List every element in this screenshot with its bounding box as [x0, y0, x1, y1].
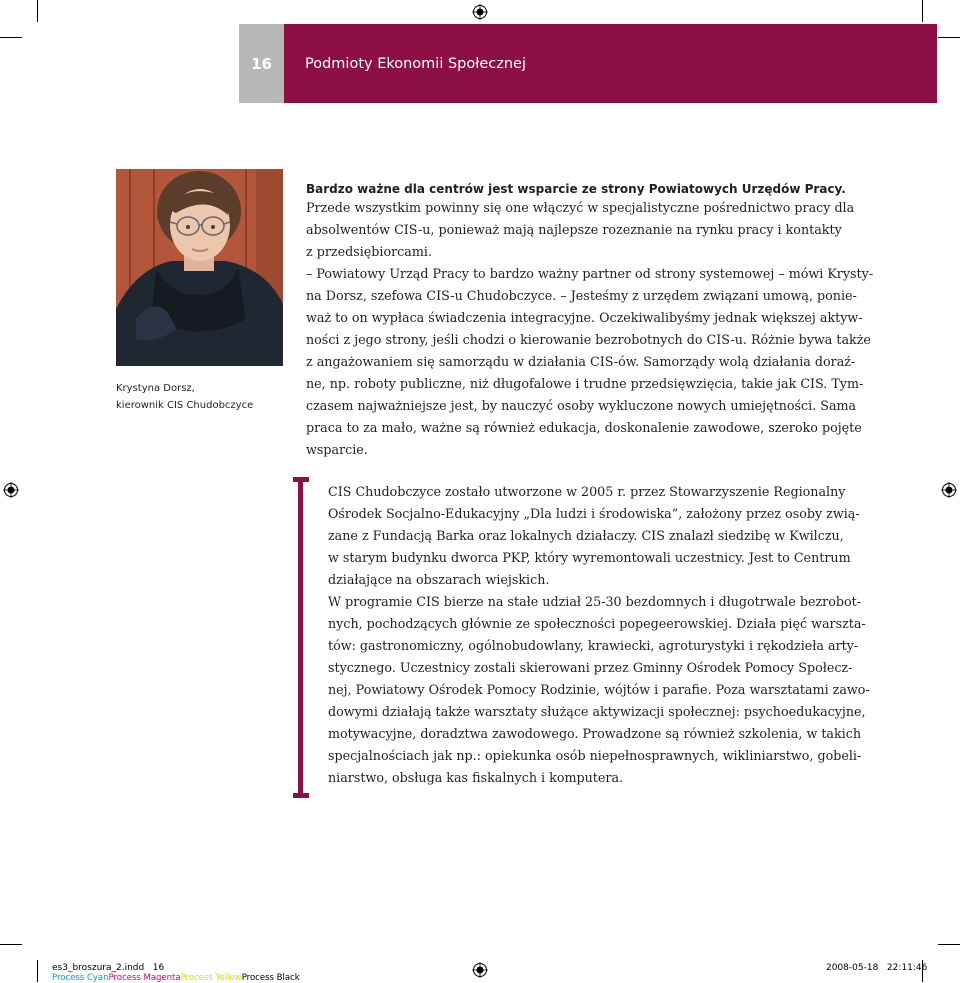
body-line: Przede wszystkim powinny się one włączyć w specjalistyczne pośrednictwo pracy dla — [306, 200, 855, 215]
separation-black: Process Black — [241, 973, 300, 983]
caption-line: Krystyna Dorsz, — [116, 383, 195, 394]
body-line: wsparcie. — [306, 442, 368, 457]
separation-cyan: Process Cyan — [52, 973, 109, 983]
article-lede: Bardzo ważne dla centrów jest wsparcie ze strony Powiatowych Urzędów Pracy. — [306, 182, 846, 196]
crop-mark — [938, 37, 960, 38]
crop-mark — [37, 0, 38, 22]
box-line: specjalnościach jak np.: opiekunka osób niepełnosprawnych, wikliniarstwo, gobeli- — [328, 748, 862, 763]
section-title: Podmioty Ekonomii Społecznej — [305, 55, 527, 72]
body-line: absolwentów CIS-u, ponieważ mają najlepsze rozeznanie na rynku pracy i kontakty — [306, 222, 842, 237]
box-line: stycznego. Uczestnicy zostali skierowani przez Gminny Ośrodek Pomocy Społecz- — [328, 660, 853, 675]
caption-line: kierownik CIS Chudobczyce — [116, 400, 254, 411]
box-line: motywacyjne, doradztwa zawodowego. Prowadzone są również szkolenia, w takich — [328, 726, 862, 741]
box-line: niarstwo, obsługa kas fiskalnych i komputera. — [328, 770, 624, 785]
box-line: zane z Fundacją Barka oraz lokalnych działaczy. CIS znalazł siedzibę w Kwilczu, — [328, 528, 844, 543]
body-line: czasem najważniejsze jest, by nauczyć osoby wykluczone nowych umiejętności. Sama — [306, 398, 857, 413]
registration-mark-icon — [472, 962, 488, 978]
body-line: praca to za mało, ważne są również edukacja, doskonalenie zawodowe, szeroko pojęte — [306, 420, 862, 435]
body-line: ności z jego strony, jeśli chodzi o kierowanie bezrobotnych do CIS-u. Różnie bywa także — [306, 332, 871, 347]
box-line: nych, pochodzących głównie ze społeczności popegeerowskiej. Działa pięć warszta- — [328, 616, 866, 631]
box-line: dowymi działają także warsztaty służące aktywizacji społecznej: psychoedukacyjne, — [328, 704, 866, 719]
registration-mark-icon — [941, 482, 957, 498]
box-line: Ośrodek Socjalno-Edukacyjny „Dla ludzi i środowiska”, założony przez osoby zwią- — [328, 506, 860, 521]
info-box-bar — [298, 477, 303, 797]
body-line: na Dorsz, szefowa CIS-u Chudobczyce. – Jesteśmy z urzędem związani umową, ponie- — [306, 288, 857, 303]
slug-timestamp: 2008-05-18 22:11:46 — [826, 963, 928, 973]
page-number-box — [239, 24, 284, 103]
info-box-bar-cap — [293, 477, 309, 482]
box-line: tów: gastronomiczny, ogólnobudowlany, krawiecki, agroturystyki i rękodzieła arty- — [328, 638, 859, 653]
body-line: ne, np. roboty publiczne, niż długofalowe i trudne przedsięwzięcia, takie jak CIS. Tym- — [306, 376, 864, 391]
info-box-text — [328, 481, 870, 789]
body-line: z angażowaniem się samorządu w działania CIS-ów. Samorządy wolą działania doraź- — [306, 354, 856, 369]
crop-mark — [922, 0, 923, 22]
body-line: waż to on wypłaca świadczenia integracyjne. Oczekiwalibyśmy jednak większej aktyw- — [306, 310, 863, 325]
box-line: W programie CIS bierze na stałe udział 25-30 bezdomnych i długotrwale bezrobot- — [328, 594, 862, 609]
photo-caption — [116, 380, 286, 414]
crop-mark — [938, 944, 960, 945]
body-line: – Powiatowy Urząd Pracy to bardzo ważny partner od strony systemowej – mówi Krysty- — [306, 266, 874, 281]
box-line: w starym budynku dworca PKP, który wyremontowali uczestnicy. Jest to Centrum — [328, 550, 851, 565]
registration-mark-icon — [472, 4, 488, 20]
body-line: z przedsiębiorcami. — [306, 244, 432, 259]
box-line: CIS Chudobczyce zostało utworzone w 2005 r. przez Stowarzyszenie Regionalny — [328, 484, 846, 499]
separation-yellow: Process Yellow — [180, 973, 242, 983]
article-body — [306, 197, 874, 461]
box-line: działające na obszarach wiejskich. — [328, 572, 550, 587]
separation-magenta: Process Magenta — [108, 973, 181, 983]
crop-mark — [0, 37, 22, 38]
section-header-band — [284, 24, 937, 103]
slug-filename: es3_broszura_2.indd 16 — [52, 963, 165, 973]
info-box-bar-cap — [293, 793, 309, 798]
page-number: 16 — [251, 54, 272, 73]
portrait-photo — [116, 169, 283, 366]
crop-mark — [37, 960, 38, 982]
registration-mark-icon — [3, 482, 19, 498]
crop-mark — [0, 944, 22, 945]
box-line: nej, Powiatowy Ośrodek Pomocy Rodzinie, wójtów i parafie. Poza warsztatami zawo- — [328, 682, 870, 697]
